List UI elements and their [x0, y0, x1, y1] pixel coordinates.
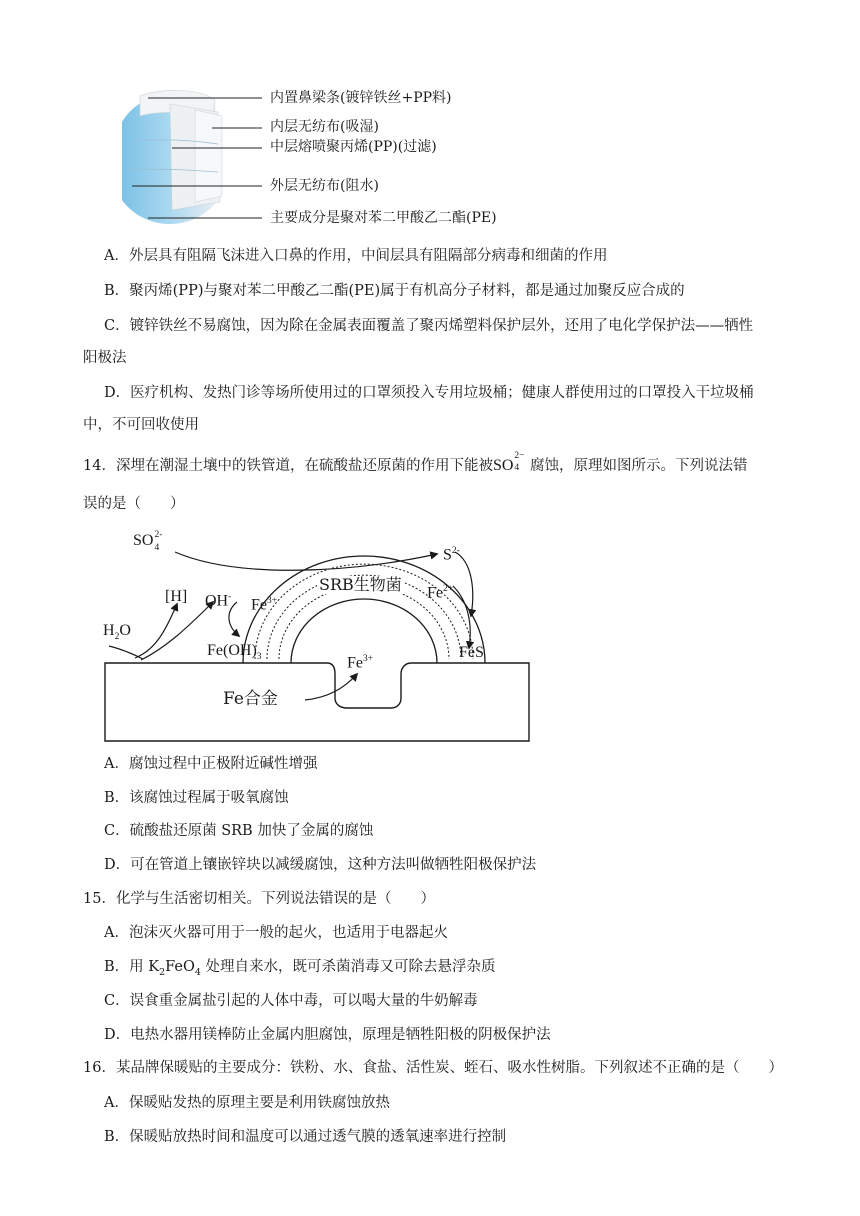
q15-option-a: A．泡沫灭火器可用于一般的起火，也适用于电器起火: [104, 925, 448, 941]
q15-option-d: D．电热水器用镁棒防止金属内胆腐蚀，原理是牺牲阳极的阴极保护法: [104, 1027, 551, 1043]
q14-option-b: B．该腐蚀过程属于吸氧腐蚀: [104, 790, 289, 806]
q13-option-c-continued: 阳极法: [83, 350, 127, 366]
q13-option-b: B．聚丙烯(PP)与聚对苯二甲酸乙二酯(PE)属于有机高分子材料，都是通过加聚反应合成的: [104, 283, 685, 299]
q14-stem-part2: 腐蚀，原理如图所示。下列说法错: [530, 458, 748, 474]
mask-label-main-component: 主要成分是聚对苯二甲酸乙二酯(PE): [270, 210, 497, 226]
diagram-ferric-mid-label: $Fe^{3+}$: [347, 654, 374, 672]
diagram-ferric-left-label: $Fe^{3+}$: [251, 596, 278, 614]
q15-stem: 15．化学与生活密切相关。下列说法错误的是（ ）: [83, 891, 435, 907]
mask-label-inner-layer: 内层无纺布(吸湿): [270, 119, 379, 135]
q16-stem: 16．某品牌保暖贴的主要成分：铁粉、水、食盐、活性炭、蛭石、吸水性树脂。下列叙述不正确的是（ ）: [83, 1060, 783, 1076]
diagram-iron-sulfide-label: FeS: [459, 644, 484, 661]
diagram-srb-label: SRB生物菌: [319, 575, 402, 594]
q13-option-c: C．镀锌铁丝不易腐蚀，因为除在金属表面覆盖了聚丙烯塑料保护层外，还用了电化学保护法——牺性: [104, 318, 754, 334]
q13-option-d-continued: 中，不可回收使用: [83, 417, 199, 433]
corrosion-diagram: [95, 522, 535, 747]
diagram-hydrogen-label: [H]: [165, 588, 188, 605]
diagram-hydroxide-label: OH-: [205, 592, 232, 610]
q14-option-a: A．腐蚀过程中正极附近碱性增强: [104, 756, 318, 772]
q15-option-b: B．用 $K_2FeO_4$ 处理自来水，既可杀菌消毒又可除去悬浮杂质: [104, 959, 496, 978]
mask-label-outer-layer: 外层无纺布(阻水): [270, 178, 379, 194]
q14-stem: [83, 451, 748, 476]
mask-label-middle-layer: 中层熔喷聚丙烯(PP)(过滤): [270, 139, 437, 155]
q14-stem-line2: 误的是（ ）: [83, 496, 185, 512]
q14-option-c: C．硫酸盐还原菌 SRB 加快了金属的腐蚀: [104, 823, 374, 839]
q14-option-d: D．可在管道上镶嵌锌块以减缓腐蚀，这种方法叫做牺牲阳极保护法: [104, 857, 537, 873]
q13-option-a: A．外层具有阻隔飞沫进入口鼻的作用，中间层具有阻隔部分病毒和细菌的作用: [104, 248, 608, 264]
q15-option-c: C．误食重金属盐引起的人体中毒，可以喝大量的牛奶解毒: [104, 993, 478, 1009]
q13-option-d: D．医疗机构、发热门诊等场所使用过的口罩须投入专用垃圾桶；健康人群使用过的口罩投入干垃圾桶: [104, 385, 754, 401]
diagram-water-label: $H_2O$: [103, 622, 131, 643]
diagram-ferric-hydroxide-label: $Fe(OH)_3$: [207, 642, 262, 663]
corrosion-diagram-graphic: [95, 522, 535, 747]
diagram-iron-alloy-label: Fe合金: [223, 689, 278, 709]
q16-option-b: B．保暖贴放热时间和温度可以通过透气膜的透氧速率进行控制: [104, 1129, 507, 1145]
q14-stem-part1: 14．深埋在潮湿土壤中的铁管道，在硫酸盐还原菌的作用下能被: [83, 458, 493, 474]
diagram-sulfide-label: $S^{2-}$: [443, 546, 460, 564]
diagram-sulfate-label: SO 2- 4: [133, 530, 163, 553]
diagram-ferrous-label: $Fe^{2+}$: [427, 584, 454, 602]
q16-option-a: A．保暖贴发热的原理主要是利用铁腐蚀放热: [104, 1095, 390, 1111]
sulfate-ion-formula: SO 2− 4: [492, 451, 525, 474]
mask-label-nose-bridge: 内置鼻梁条(镀锌铁丝+PP料): [270, 90, 452, 106]
